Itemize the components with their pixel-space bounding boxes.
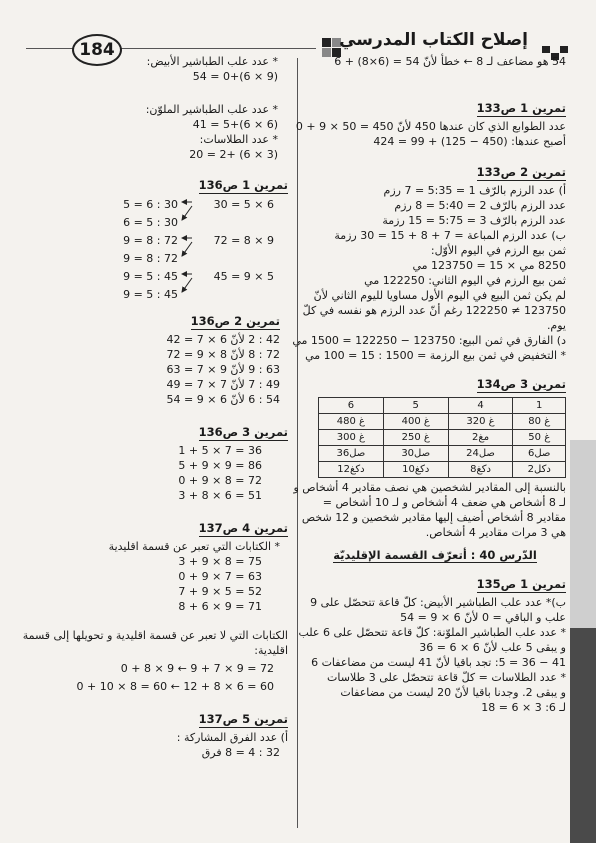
text-line: * الكتابات التي تعبر عن قسمة اقليدية [108,540,280,553]
text-line: * عدد الطلاسات = كلّ قاعة تتحصّل على 3 طلاسات [327,671,566,684]
text-line: بالنسبة إلى المقادير لشخصين هي نصف مقادير 4 أشخاص و [293,481,566,494]
lesson-heading [304,548,566,563]
table-cell: 12دكغ [319,462,384,478]
equation-line: 1 + 5 × 7 = 36 [178,444,262,457]
quantities-table [318,397,566,478]
text-line: و يبقى 2. وجدنا باقيا لأنّ 20 ليست من مضاعفات [340,686,566,699]
table-cell: 480 غ [319,414,384,430]
exercise-136-3 [20,425,288,503]
text-line: ب)* عدد علب الطباشير الأبيض: كلّ قاعة تتحصّل على 9 [310,596,566,609]
exercise-title: تمرين 4 ص137 [198,521,288,535]
exercise-137-4 [20,521,288,694]
text-line: أ) عدد الفرق المشاركة : [176,731,288,744]
table-cell: 300 غ [319,430,384,446]
exercise-134-3 [293,377,566,540]
text-line: * عدد علب الطباشير الأبيض: [146,55,278,68]
chalk-section [20,54,288,162]
exercise-133-2 [292,165,566,363]
text-line: ثمن بيع الرزم في اليوم الثاني: 122250 مي [364,274,566,287]
text-line: 123750 ≠ 122250 رغم أنّ عدد الرزم هو نفسه في كلّ [302,304,566,317]
exercise-135-1 [298,577,566,715]
table-cell: 24صل [448,446,513,462]
table-header-cell: 5 [383,398,448,414]
side-tab-dark [570,628,596,843]
exercise-133-1 [295,101,566,149]
right-column [292,54,566,723]
exercise-136-1 [20,178,288,301]
equation-line: 3 + 8 × 6 = 51 [178,489,262,502]
table-cell: 6صل [513,446,566,462]
equation-line: 7 + 9 × 5 = 52 [178,585,262,598]
equation-line: 49 : 7 لأنّ 7 × 7 = 49 [166,378,280,391]
exercise-title: تمرين 1 ص135 [476,577,566,591]
text-line: هي 3 مرات مقادير 4 أشخاص. [425,526,566,539]
equation-line: 41 = 5+(6 × 6) [192,118,278,131]
equation-line: 0 + 10 × 8 = 60 ← 12 + 8 × 6 = 60 [76,680,274,693]
equation-line: 42 : 2 لأنّ 6 × 7 = 42 [166,333,280,346]
table-cell: 30صل [383,446,448,462]
equation-line: 0 + 9 × 8 = 72 [178,474,262,487]
text-line: د) الفارق في ثمن البيع: 123750 − 122250 = 1500 مي [292,334,566,347]
equation-line: 63 : 9 لأنّ 9 × 7 = 63 [166,363,280,376]
text-line: لـ 6: 3 × 6 = 18 [481,701,566,714]
text-line: * عدد علب الطباشير الملوّن: [145,103,278,116]
table-cell: 2مغ [448,430,513,446]
exercise-title: تمرين 5 ص137 [198,712,288,726]
table-cell: 250 غ [383,430,448,446]
table-cell: 400 غ [383,414,448,430]
table-row [319,446,566,462]
text-line: 8250 مي × 15 = 123750 مي [412,259,566,272]
table-cell: 80 غ [513,414,566,430]
table-header-cell: 4 [448,398,513,414]
equation-line: 30 = 5 × 6 [213,198,274,211]
equation-line: 32 : 4 = 8 فرق [201,746,280,759]
table-header-row [319,398,566,414]
page-number: 184 [72,34,122,66]
header-rule [26,48,316,49]
equation-line: 5 + 9 × 9 = 86 [178,459,262,472]
table-cell: 2دكل [513,462,566,478]
lesson-title: الدّرس 40 : أتعرّف القسمة الإقليديّة [333,548,537,562]
equation-line: 3 + 9 × 8 = 75 [178,555,262,568]
text-line: عدد الطوابع الذي كان عندها 450 لأنّ 450 = 50 × 9 + 0 [295,120,566,133]
equation-line: 45 = 9 × 5 [213,270,274,283]
text-line: لم يكن ثمن البيع في اليوم الأول مساويا لليوم الثاني لأنّ [313,289,566,302]
table-row [319,462,566,478]
arrow-line [182,206,192,220]
exercise-title: تمرين 2 ص136 [190,314,280,328]
table-header-cell: 6 [319,398,384,414]
text-line: الكتابات التي لا تعبر عن قسمة اقليدية و تحويلها إلى قسمة [22,629,288,642]
exercise-title: تمرين 1 ص133 [476,101,566,115]
equation-line: 8 + 6 × 9 = 71 [178,600,262,613]
table-cell: 8دكغ [448,462,513,478]
equation-line: 20 = 2+ (6 × 3) [189,148,278,161]
equation-line: 72 = 8 × 9 [213,234,274,247]
equation-line: 6 = 5 : 30 [123,216,178,229]
equation-line: 0 + 8 × 9 ← 9 + 7 × 9 = 72 [120,662,274,675]
text-line: 54 هو مضاعف لـ 8 ← خطأ لأنّ 54 = (6×8) + 6 [334,55,566,68]
table-header-cell: 1 [513,398,566,414]
table-cell: 36صل [319,446,384,462]
exercise-title: تمرين 2 ص133 [476,165,566,179]
table-cell: 50 غ [513,430,566,446]
exercise-136-2 [20,314,288,407]
text-line: و يبقى 5 علب لأنّ 6 × 6 = 36 [419,641,566,654]
text-line: عدد الرزم بالرّف 2 = 5:40 = 8 رزم [394,199,566,212]
text-line: ب) عدد الرزم المباعة = 7 + 8 + 15 = 30 رزمة [334,229,566,242]
exercise-137-5 [20,712,288,760]
text-line: 41 − 36 = 5: تجد باقيا لأنّ 41 ليست من مضاعفات 6 [311,656,566,669]
text-line: يوم. [546,319,566,332]
equation-line: 5 = 6 : 30 [123,198,178,211]
text-line: أ) عدد الرزم بالرّف 1 = 5:35 = 7 رزم [383,184,566,197]
text-line: عدد الرزم بالرّف 3 = 5:75 = 15 رزمة [382,214,566,227]
equation-line: 54 : 6 لأنّ 6 × 9 = 54 [166,393,280,406]
equation-line: 54 = 0+(6 × 9) [192,70,278,83]
equation-line: 9 = 5 : 45 [123,288,178,301]
exercise-title: تمرين 3 ص136 [198,425,288,439]
text-line: مقادير 8 أشخاص أضيف إليها مقادير شخصين و 12 شخص [301,511,566,524]
side-tab-light [570,440,596,630]
arrow-line [182,278,192,292]
exercise-title: تمرين 1 ص136 [198,178,288,192]
column-divider [297,58,298,828]
arrows-diagram [20,178,288,296]
arrow-line [182,242,192,256]
text-line: ثمن بيع الرزم في اليوم الأوّل: [430,244,566,257]
table-row [319,430,566,446]
table-cell: 320 غ [448,414,513,430]
equation-line: 0 + 9 × 7 = 63 [178,570,262,583]
equation-line: 9 = 5 : 45 [123,270,178,283]
left-column [20,54,288,768]
text-line: اقليدية: [254,644,288,657]
page-title: إصلاح الكتاب المدرسي [339,30,528,50]
equation-line: 72 : 8 لأنّ 8 × 9 = 72 [166,348,280,361]
exercise-title: تمرين 3 ص134 [476,377,566,391]
text-line: * عدد الطلاسات: [199,133,278,146]
text-line: * عدد علب الطباشير الملوّنة: كلّ قاعة تتحصّل على 6 علب [298,626,566,639]
text-line: أصبح عندها: (450 − 125) + 99 = 424 [373,135,566,148]
equation-line: 9 = 8 : 72 [123,234,178,247]
table-cell: 10دكغ [383,462,448,478]
text-line: * التخفيض في ثمن بيع الرزمة = 1500 : 15 = 100 مي [305,349,566,362]
table-row [319,414,566,430]
text-line: لـ 8 أشخاص هي ضعف 4 أشخاص و لـ 10 أشخاص = [322,496,566,509]
equation-line: 9 = 8 : 72 [123,252,178,265]
text-line: علب و الباقي = 0 لأنّ 6 × 9 = 54 [400,611,566,624]
